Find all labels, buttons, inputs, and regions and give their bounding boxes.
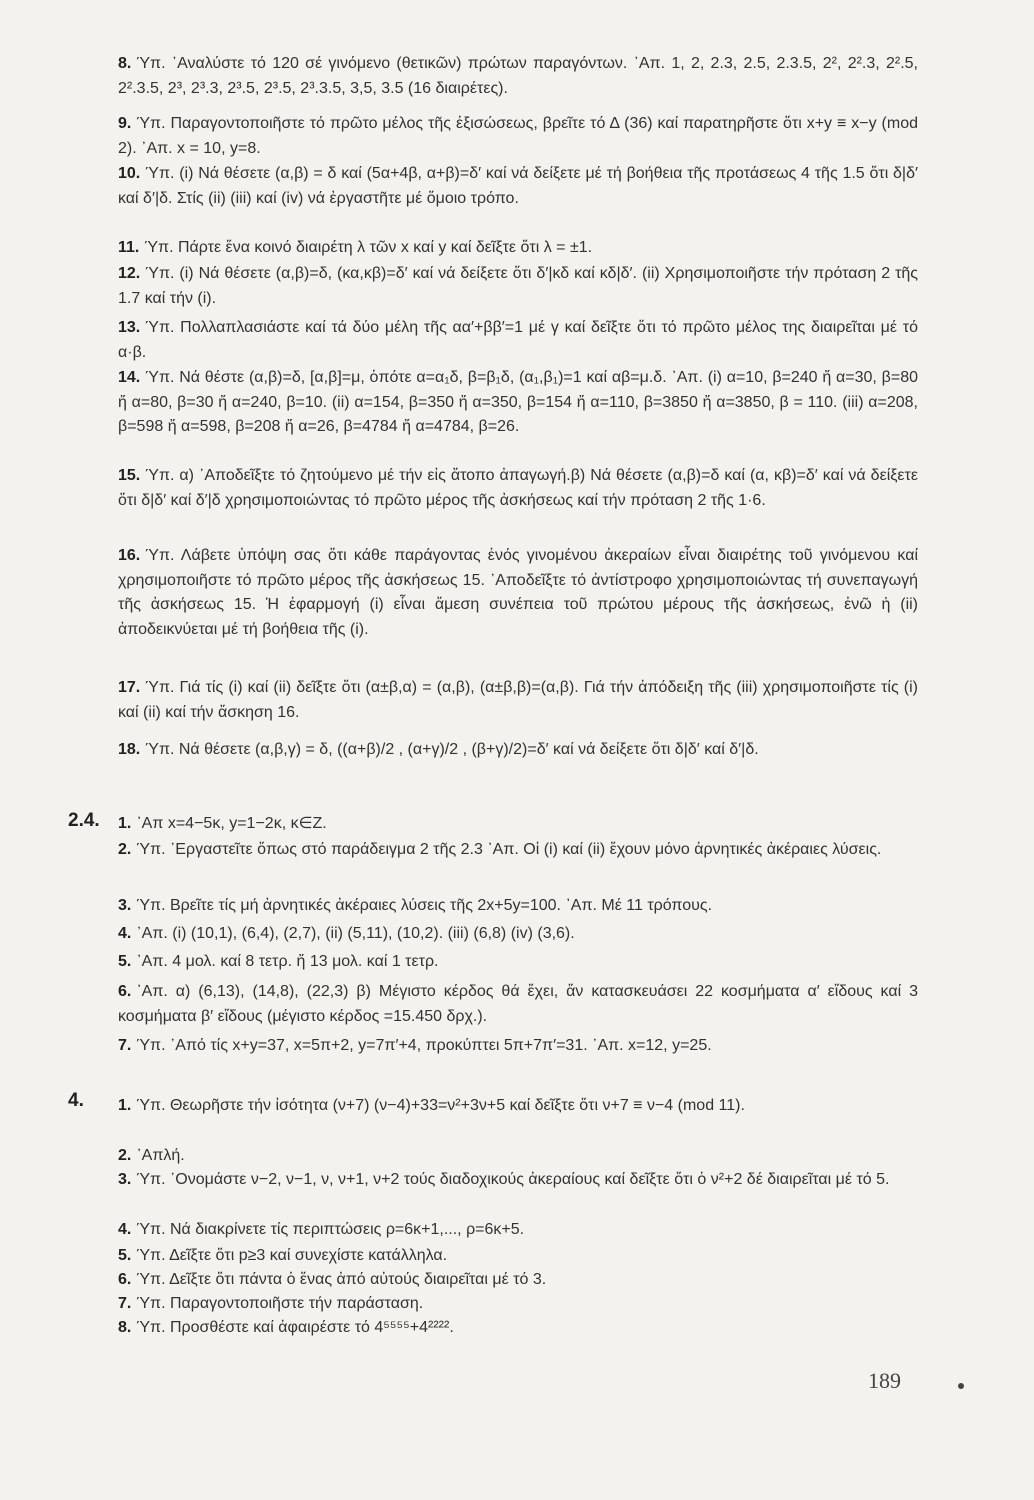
exercise-16: 16. Ύπ. Λάβετε ὑπόψη σας ὅτι κάθε παράγοντας ἑνός γινομένου ἀκεραίων εἶναι διαιρέτης τοῦ γινόμενου καί χρησιμοποιῆστε τό πρῶτο μέρος τῆς ἀσκήσεως 15. ᾽Αποδεῖξτε τό ἀντίστροφο χρησιμοποιώντας τή συνεπαγωγή τῆς ἀσκήσεως 15. Ἡ ἐφαρμογή (i) εἶναι ἄμεση συνέπεια τοῦ πρώτου μέρους τῆς ἀσκήσεως, ἐνῶ ἡ (ii) ἀποδεικνύεται μέ τή βοήθεια τῆς (i). xyxy=(118,547,918,638)
section-label-4: 4. xyxy=(68,1090,84,1111)
sec24-exercise-4: 4. ᾽Απ. (i) (10,1), (6,4), (2,7), (ii) (5,11), (10,2). (iii) (6,8) (iv) (3,6). xyxy=(118,925,575,942)
section-label-2-4: 2.4. xyxy=(68,810,100,831)
exercise-12: 12. Ύπ. (i) Νά θέσετε (α,β)=δ, (κα,κβ)=δ′ καί νά δείξετε ὅτι δ′|κδ καί κδ|δ′. (ii) Χρησιμοποιῆστε τήν πρόταση 2 τῆς 1.7 καί τήν (i). xyxy=(118,265,918,307)
sec4-exercise-1: 1. Ύπ. Θεωρῆστε τήν ἰσότητα (ν+7) (ν−4)+33=ν²+3ν+5 καί δεῖξτε ὅτι ν+7 ≡ ν−4 (mod 11). xyxy=(118,1097,745,1114)
sec4-exercise-5: 5. Ύπ. Δεῖξτε ὅτι p≥3 καί συνεχίστε κατάλληλα. xyxy=(118,1247,448,1264)
sec4-exercise-6: 6. Ύπ. Δεῖξτε ὅτι πάντα ὁ ἕνας ἀπό αὐτούς διαιρεῖται μέ τό 3. xyxy=(118,1271,547,1288)
exercise-17: 17. Ύπ. Γιά τίς (i) καί (ii) δεῖξτε ὅτι (α±β,α) = (α,β), (α±β,β)=(α,β). Γιά τήν ἀπόδειξη τῆς (iii) χρησιμοποιῆστε τίς (i) καί (ii) καί τήν ἄσκηση 16. xyxy=(118,679,918,721)
margin-dot xyxy=(958,1383,964,1389)
sec4-exercise-3: 3. Ύπ. ᾽Ονομάστε ν−2, ν−1, ν, ν+1, ν+2 τούς διαδοχικούς ἀκεραίους καί δεῖξτε ὅτι ὁ ν²+2 δέ διαιρεῖται μέ τό 5. xyxy=(118,1171,890,1188)
exercise-14: 14. Ύπ. Νά θέστε (α,β)=δ, [α,β]=μ, ὁπότε α=α₁δ, β=β₁δ, (α₁,β₁)=1 καί αβ=μ.δ. ᾽Απ. (i) α=10, β=240 ἤ α=30, β=80 ἤ α=80, β=30 ἤ α=240, β=10. (ii) α=154, β=350 ἤ α=350, β=154 ἤ α=110, β=3850 ἤ α=3850, β = 110. (iii) α=208, β=598 ἤ α=598, β=208 ἤ α=26, β=4784 ἤ α=4784, β=26. xyxy=(118,369,918,435)
sec24-exercise-1: 1. ᾽Απ x=4−5κ, y=1−2κ, κ∈Z. xyxy=(118,815,327,832)
sec4-exercise-4: 4. Ύπ. Νά διακρίνετε τίς περιπτώσεις ρ=6κ+1,..., ρ=6κ+5. xyxy=(118,1221,525,1238)
exercise-18: 18. Ύπ. Νά θέσετε (α,β,γ) = δ, ((α+β)/2 , (α+γ)/2 , (β+γ)/2)=δ′ καί νά δείξετε ὅτι δ|δ′ καί δ′|δ. xyxy=(118,741,759,758)
exercise-9: 9. Ύπ. Παραγοντοποιῆστε τό πρῶτο μέλος τῆς ἐξισώσεως, βρεῖτε τό Δ (36) καί παρατηρῆστε ὅτι x+y ≡ x−y (mod 2). ᾽Απ. x = 10, y=8. xyxy=(118,115,918,157)
sec24-exercise-7: 7. Ύπ. ᾽Από τίς x+y=37, x=5π+2, y=7π′+4, προκύπτει 5π+7π′=31. ᾽Απ. x=12, y=25. xyxy=(118,1037,712,1054)
sec24-exercise-6: 6. ᾽Απ. α) (6,13), (14,8), (22,3) β) Μέγιστο κέρδος θά ἔχει, ἄν κατασκευάσει 22 κοσμήματα α′ εἴδους καί 3 κοσμήματα β′ εἴδους (μέγιστο κέρδος =15.450 δρχ.). xyxy=(118,983,918,1025)
sec24-exercise-5: 5. ᾽Απ. 4 μολ. καί 8 τετρ. ἤ 13 μολ. καί 1 τετρ. xyxy=(118,953,439,970)
exercise-10: 10. Ύπ. (i) Νά θέσετε (α,β) = δ καί (5α+4β, α+β)=δ′ καί νά δείξετε μέ τή βοήθεια τῆς προτάσεως 4 τῆς 1.5 ὅτι δ|δ′ καί δ′|δ. Στίς (ii) (iii) καί (iv) νά ἐργαστῆτε μέ ὅμοιο τρόπο. xyxy=(118,165,918,207)
sec24-exercise-2: 2. Ύπ. ᾽Εργαστεῖτε ὅπως στό παράδειγμα 2 τῆς 2.3 ᾽Απ. Οἱ (i) καί (ii) ἔχουν μόνο ἀρνητικές ἀκέραιες λύσεις. xyxy=(118,841,882,858)
sec4-exercise-8: 8. Ύπ. Προσθέστε καί ἀφαιρέστε τό 4⁵⁵⁵⁵+4²²²². xyxy=(118,1319,454,1336)
exercise-8: 8. Ύπ. ᾽Αναλύστε τό 120 σέ γινόμενο (θετικῶν) πρώτων παραγόντων. ᾽Απ. 1, 2, 2.3, 2.5, 2.3.5, 2², 2².3, 2².5, 2².3.5, 2³, 2³.3, 2³.5, 2³.5, 2³.3.5, 3,5, 3.5 (16 διαιρέτες). xyxy=(118,55,918,97)
exercise-13: 13. Ύπ. Πολλαπλασιάστε καί τά δύο μέλη τῆς αα′+ββ′=1 μέ γ καί δεῖξτε ὅτι τό πρῶτο μέλος της διαιρεῖται μέ τό α·β. xyxy=(118,319,918,361)
exercise-15: 15. Ύπ. α) ᾽Αποδεῖξτε τό ζητούμενο μέ τήν εἰς ἄτοπο ἀπαγωγή.β) Νά θέσετε (α,β)=δ καί (α, κβ)=δ′ καί νά δείξετε ὅτι δ|δ′ καί δ′|δ χρησιμοποιώντας τό πρῶτο μέρος τῆς ἀσκήσεως καί τήν πρόταση 2 τῆς 1·6. xyxy=(118,467,918,509)
exercise-11: 11. Ύπ. Πάρτε ἕνα κοινό διαιρέτη λ τῶν x καί y καί δεῖξτε ὅτι λ = ±1. xyxy=(118,239,593,256)
sec4-exercise-7: 7. Ύπ. Παραγοντοποιῆστε τήν παράσταση. xyxy=(118,1295,424,1312)
page-number: 189 xyxy=(868,1368,901,1393)
sec24-exercise-3: 3. Ύπ. Βρεῖτε τίς μή ἀρνητικές ἀκέραιες λύσεις τῆς 2x+5y=100. ᾽Απ. Μέ 11 τρόπους. xyxy=(118,897,713,914)
sec4-exercise-2: 2. ᾽Απλή. xyxy=(118,1147,185,1164)
